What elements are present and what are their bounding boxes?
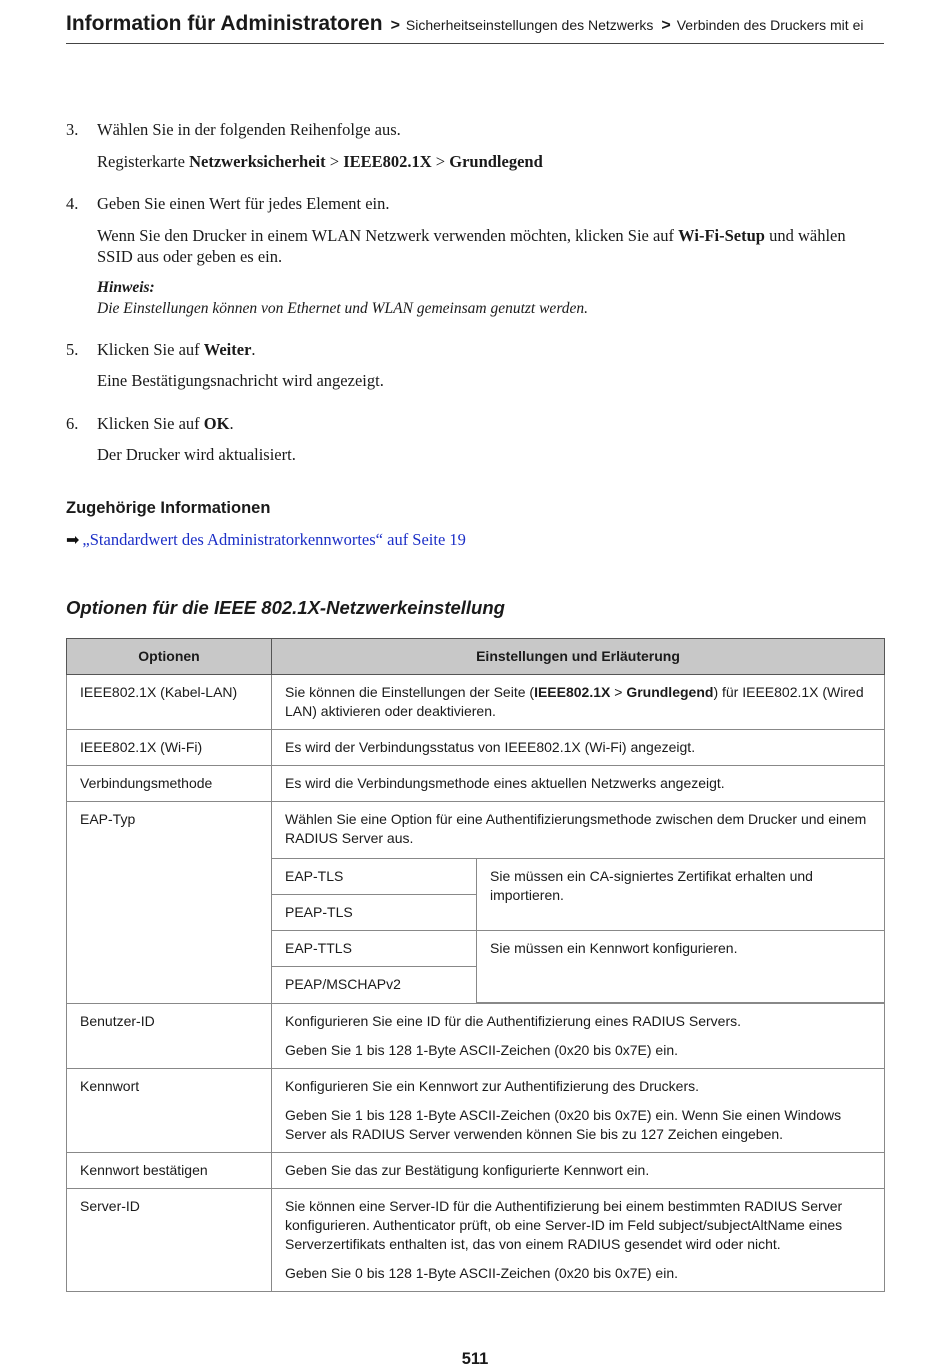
breadcrumb-item: Sicherheitseinstellungen des Netzwerks [405,17,654,33]
text: Wenn Sie den Drucker in einem WLAN Netzwerk verwenden möchten, klicken Sie auf [97,226,679,245]
eap-method: EAP-TLS [272,859,477,895]
breadcrumb-separator: > [661,17,671,34]
path-separator: > [431,152,450,171]
text: Sie können die Einstellungen der Seite ( [285,684,535,700]
note-label: Hinweis: [97,279,155,296]
description-paragraph: Konfigurieren Sie ein Kennwort zur Authentifizierung des Druckers. [285,1077,699,1094]
option-name: Verbindungsmethode [67,766,272,802]
step-menu-path [97,151,877,172]
related-info-heading: Zugehörige Informationen [66,499,271,517]
eap-type-subtable [272,858,884,1003]
subtable-row [272,931,884,967]
table-row [67,730,885,766]
text: . [251,340,256,359]
ui-term: Weiter [203,340,252,359]
ui-term: IEEE802.1X [534,684,611,700]
path-item: Netzwerksicherheit [189,152,326,171]
option-description: Es wird die Verbindungsmethode eines aktuellen Netzwerks angezeigt. [272,766,885,802]
eap-method: PEAP-TLS [272,895,477,931]
eap-method-info: Sie müssen ein CA-signiertes Zertifikat erhalten und importieren. [477,859,885,931]
step-result: Der Drucker wird aktualisiert. [97,445,296,464]
option-description: Geben Sie das zur Bestätigung konfigurierte Kennwort ein. [272,1152,885,1188]
table-row [67,1068,885,1152]
table-header-row [67,639,885,675]
option-name: Kennwort [67,1068,272,1152]
column-header: Optionen [67,639,272,675]
link-text[interactable]: „Standardwert des Administratorkennwortes“ auf Seite 19 [82,530,466,549]
table-row [67,802,885,1004]
table-row [67,1003,885,1068]
description-paragraph: Geben Sie 0 bis 128 1-Byte ASCII-Zeichen (0x20 bis 0x7E) ein. [285,1264,678,1281]
step-number: 3. [66,120,79,139]
text: Klicken Sie auf [97,340,204,359]
description-paragraph: Geben Sie 1 bis 128 1-Byte ASCII-Zeichen (0x20 bis 0x7E) ein. [285,1041,678,1058]
step-description [97,225,877,267]
table-row [67,675,885,730]
note-text: Die Einstellungen können von Ethernet und WLAN gemeinsam genutzt werden. [97,300,589,317]
options-table [66,638,885,1292]
path-separator: > [325,152,344,171]
text: Klicken Sie auf [97,414,204,433]
breadcrumb-item: Verbinden des Druckers mit ei [676,17,864,33]
text: und wählen SSID aus oder geben es ein. [97,226,846,266]
path-item: IEEE802.1X [343,152,432,171]
table-row [67,1188,885,1291]
text: . [229,414,234,433]
step-text: Wählen Sie in der folgenden Reihenfolge aus. [97,120,401,139]
arrow-right-icon: ➡ [66,532,80,549]
ui-term: Grundlegend [626,684,714,700]
step-text: Geben Sie einen Wert für jedes Element ein. [97,194,390,213]
table-row [67,766,885,802]
option-name: Kennwort bestätigen [67,1152,272,1188]
option-description [272,1188,885,1291]
page-section-title: Information für Administratoren [66,12,383,35]
option-description [272,675,885,730]
column-header: Einstellungen und Erläuterung [272,639,885,675]
page-number: 511 [461,1350,489,1368]
step-number: 4. [66,194,79,213]
step-result: Eine Bestätigungsnachricht wird angezeigt. [97,371,384,390]
option-name: Server-ID [67,1188,272,1291]
eap-method-info: Sie müssen ein Kennwort konfigurieren. [477,931,885,1003]
breadcrumb [66,12,884,44]
step-number: 5. [66,340,79,359]
option-description: Es wird der Verbindungsstatus von IEEE802.1X (Wi-Fi) angezeigt. [272,730,885,766]
step-text [97,339,877,360]
text: ) für IEEE802.1X (Wired LAN) aktivieren oder deaktivieren. [285,684,864,719]
option-name: EAP-Typ [67,802,272,1004]
related-info-link[interactable] [66,530,466,550]
path-separator: > [610,684,627,700]
option-description [272,1068,885,1152]
path-item: Grundlegend [449,152,543,171]
option-name: IEEE802.1X (Wi-Fi) [67,730,272,766]
option-name: Benutzer-ID [67,1003,272,1068]
description-paragraph: Sie können eine Server-ID für die Authentifizierung bei einem bestimmten RADIUS Server konfigurieren. Authenticator prüft, ob eine Server-ID im Feld subject/subjectAltName eines Serverzertifikats enthalten ist, das von einem RADIUS gesendet wird oder nicht. [285,1197,843,1252]
option-description [272,1003,885,1068]
step-text [97,413,877,434]
path-prefix: Registerkarte [97,152,190,171]
ui-term: Wi-Fi-Setup [678,226,765,245]
breadcrumb-separator: > [390,17,400,34]
eap-type-description: Wählen Sie eine Option für eine Authentifizierungsmethode zwischen dem Drucker und einem RADIUS Server aus. [285,811,867,846]
eap-method: PEAP/MSCHAPv2 [272,967,477,1003]
eap-method: EAP-TTLS [272,931,477,967]
subtable-row [272,859,884,895]
description-paragraph: Konfigurieren Sie eine ID für die Authentifizierung eines RADIUS Servers. [285,1012,742,1029]
ui-term: OK [203,414,230,433]
description-paragraph: Geben Sie 1 bis 128 1-Byte ASCII-Zeichen (0x20 bis 0x7E) ein. Wenn Sie einen Windows Server als RADIUS Server verwenden können Sie bis zu 127 Zeichen eingeben. [285,1106,842,1142]
section-heading: Optionen für die IEEE 802.1X-Netzwerkeinstellung [66,597,505,618]
option-description [272,802,885,1004]
step-number: 6. [66,414,79,433]
option-name: IEEE802.1X (Kabel-LAN) [67,675,272,730]
table-row [67,1152,885,1188]
